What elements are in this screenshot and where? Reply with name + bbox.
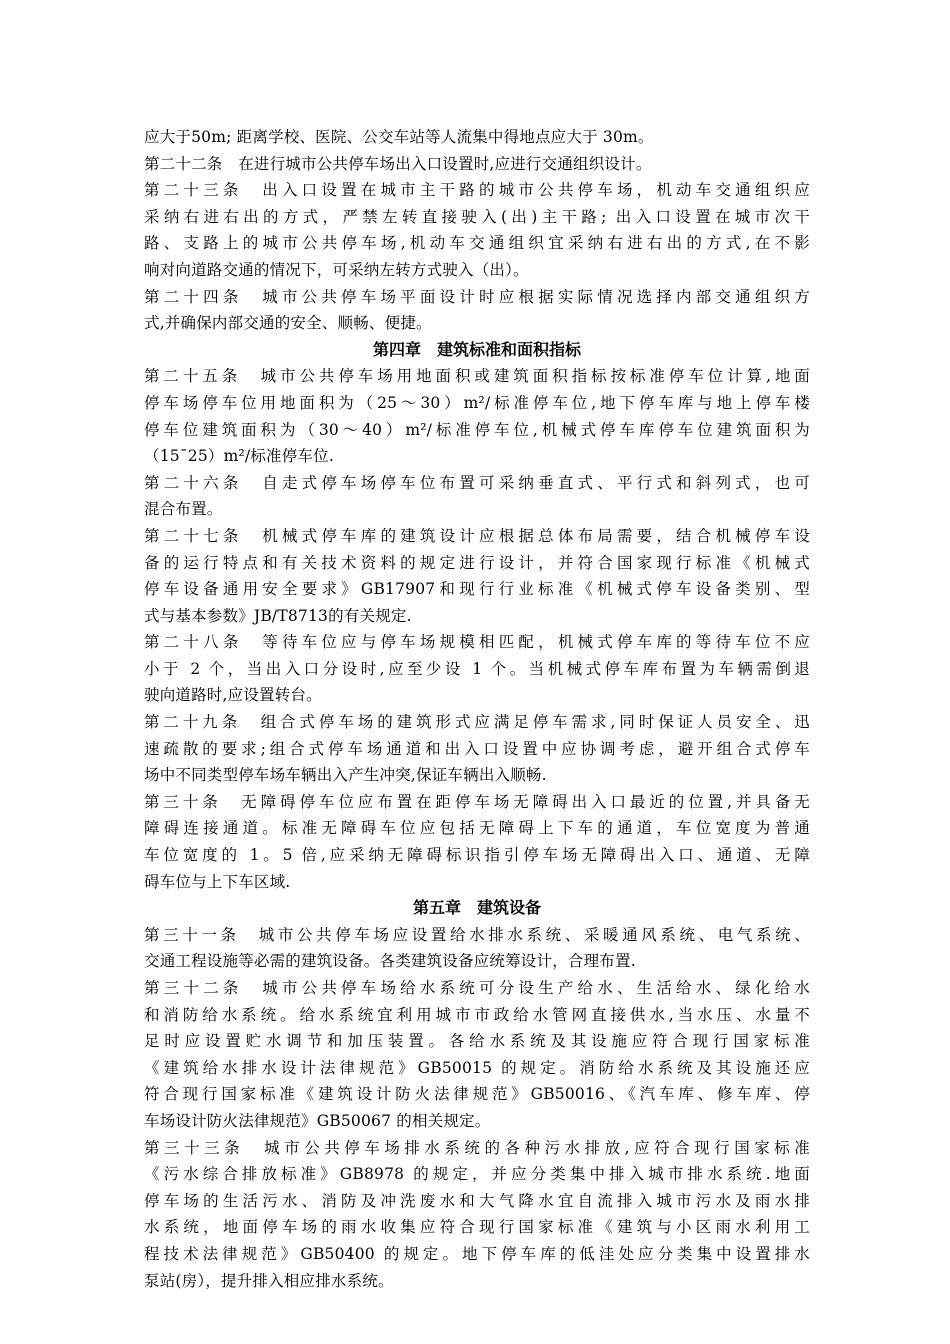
article-paragraph bbox=[144, 709, 810, 789]
text-line: 速疏散的要求;组合式停车场通道和出入口设置中应协调考虑，避开组合式停车 bbox=[144, 739, 810, 758]
text-line: （15¯25）m²/标准停车位. bbox=[144, 447, 334, 466]
text-line: 第二十二条 在进行城市公共停车场出入口设置时,应进行交通组织设计。 bbox=[144, 154, 652, 173]
article-paragraph bbox=[144, 151, 810, 178]
text-line: 第三十条 无障碍停车位应布置在距停车场无障碍出入口最近的位置,并具备无 bbox=[144, 792, 810, 811]
text-line: 泵站(房），提升排入相应排水系统。 bbox=[144, 1271, 394, 1290]
text-line: 第三十三条 城市公共停车场排水系统的各种污水排放,应符合现行国家标准 bbox=[144, 1138, 810, 1157]
text-line: 车位宽度的 1。5 倍,应采纳无障碍标识指引停车场无障碍出入口、通道、无障 bbox=[144, 846, 810, 865]
text-line: 停车场的生活污水、消防及冲洗废水和大气降水宜自流排入城市污水及雨水排 bbox=[144, 1191, 810, 1210]
article-paragraph bbox=[144, 629, 810, 709]
text-line: 第二十九条 组合式停车场的建筑形式应满足停车需求,同时保证人员安全、迅 bbox=[144, 713, 810, 732]
text-line: 小于 2 个，当出入口分设时,应至少设 1 个。当机械式停车库布置为车辆需倒退 bbox=[144, 659, 810, 678]
chapter-heading: 第五章 建筑设备 bbox=[412, 898, 541, 918]
text-line: 交通工程设施等必需的建筑设备。各类建筑设备应统筹设计，合理布置. bbox=[144, 952, 636, 971]
text-line: 第二十七条 机械式停车库的建筑设计应根据总体布局需要，结合机械停车设 bbox=[144, 526, 810, 545]
text-line: 式,并确保内部交通的安全、顺畅、便捷。 bbox=[144, 314, 432, 333]
text-line: 和消防给水系统。给水系统宜利用城市市政给水管网直接供水,当水压、水量不 bbox=[144, 1005, 810, 1024]
text-line: 《污水综合排放标准》GB8978 的规定，并应分类集中排入城市排水系统.地面 bbox=[144, 1165, 810, 1184]
text-line: 程技术法律规范》GB50400 的规定。地下停车库的低洼处应分类集中设置排水 bbox=[144, 1244, 810, 1263]
text-line: 符合现行国家标准《建筑设计防火法律规范》GB50016、《汽车库、修车库、停 bbox=[144, 1085, 810, 1104]
text-line: 应大于50m; 距离学校、医院、公交车站等人流集中得地点应大于 30m。 bbox=[144, 128, 654, 146]
text-line: 车场设计防火法律规范》GB50067 的相关规定。 bbox=[144, 1111, 491, 1130]
text-line: 《建筑给水排水设计法律规范》GB50015 的规定。消防给水系统及其设施还应 bbox=[144, 1058, 810, 1077]
text-line: 响对向道路交通的情况下，可采纳左转方式驶入（出）。 bbox=[144, 260, 529, 279]
text-line: 第二十四条 城市公共停车场平面设计时应根据实际情况选择内部交通组织方 bbox=[144, 287, 810, 306]
text-line: 第二十五条 城市公共停车场用地面积或建筑面积指标按标准停车位计算,地面 bbox=[144, 367, 810, 386]
text-line: 场中不同类型停车场车辆出入产生冲突,保证车辆出入顺畅. bbox=[144, 766, 547, 785]
text-line: 备的运行特点和有关技术资料的规定进行设计，并符合国家现行标准《机械式 bbox=[144, 553, 810, 572]
text-line: 足时应设置贮水调节和加压装置。各给水系统及其设施应符合现行国家标准 bbox=[144, 1032, 810, 1051]
article-paragraph bbox=[144, 124, 810, 151]
text-line: 停车场停车位用地面积为（25～30）m²/标准停车位,地下停车库与地上停车楼 bbox=[144, 393, 810, 412]
document-page bbox=[144, 124, 810, 1294]
text-line: 驶向道路时,应设置转台。 bbox=[144, 686, 322, 705]
text-line: 停车设备通用安全要求》GB17907和现行行业标准《机械式停车设备类别、型 bbox=[144, 580, 810, 599]
text-line: 第三十二条 城市公共停车场给水系统可分设生产给水、生活给水、绿化给水 bbox=[144, 979, 810, 997]
article-paragraph bbox=[144, 1135, 810, 1295]
article-paragraph bbox=[144, 789, 810, 895]
article-paragraph bbox=[144, 284, 810, 337]
text-line: 第三十一条 城市公共停车场应设置给水排水系统、采暖通风系统、电气系统、 bbox=[144, 925, 810, 944]
article-paragraph bbox=[144, 922, 810, 975]
text-line: 停车位建筑面积为（30～40）m²/标准停车位,机械式停车库停车位建筑面积为 bbox=[144, 420, 810, 439]
text-line: 水系统，地面停车场的雨水收集应符合现行国家标准《建筑与小区雨水利用工 bbox=[144, 1218, 810, 1237]
text-line: 采纳右进右出的方式，严禁左转直接驶入(出)主干路; 出入口设置在城市次干 bbox=[144, 207, 810, 226]
text-line: 障碍连接通道。标准无障碍车位应包括无障碍上下车的通道，车位宽度为普通 bbox=[144, 819, 810, 838]
text-line: 式与基本参数》JB/T8713的有关规定. bbox=[144, 606, 412, 625]
article-paragraph bbox=[144, 523, 810, 629]
chapter-heading: 第四章 建筑标准和面积指标 bbox=[372, 339, 581, 359]
text-line: 路、支路上的城市公共停车场,机动车交通组织宜采纳右进右出的方式,在不影 bbox=[144, 234, 810, 253]
text-line: 第二十八条 等待车位应与停车场规模相匹配，机械式停车库的等待车位不应 bbox=[144, 633, 810, 652]
article-paragraph bbox=[144, 177, 810, 283]
text-line: 混合布置。 bbox=[144, 500, 223, 519]
text-line: 第二十六条 自走式停车场停车位布置可采纳垂直式、平行式和斜列式，也可 bbox=[144, 473, 810, 492]
article-paragraph bbox=[144, 363, 810, 469]
text-line: 碍车位与上下车区域. bbox=[144, 872, 291, 891]
text-line: 第二十三条 出入口设置在城市主干路的城市公共停车场，机动车交通组织应 bbox=[144, 181, 810, 200]
article-paragraph bbox=[144, 470, 810, 523]
article-paragraph bbox=[144, 975, 810, 1135]
